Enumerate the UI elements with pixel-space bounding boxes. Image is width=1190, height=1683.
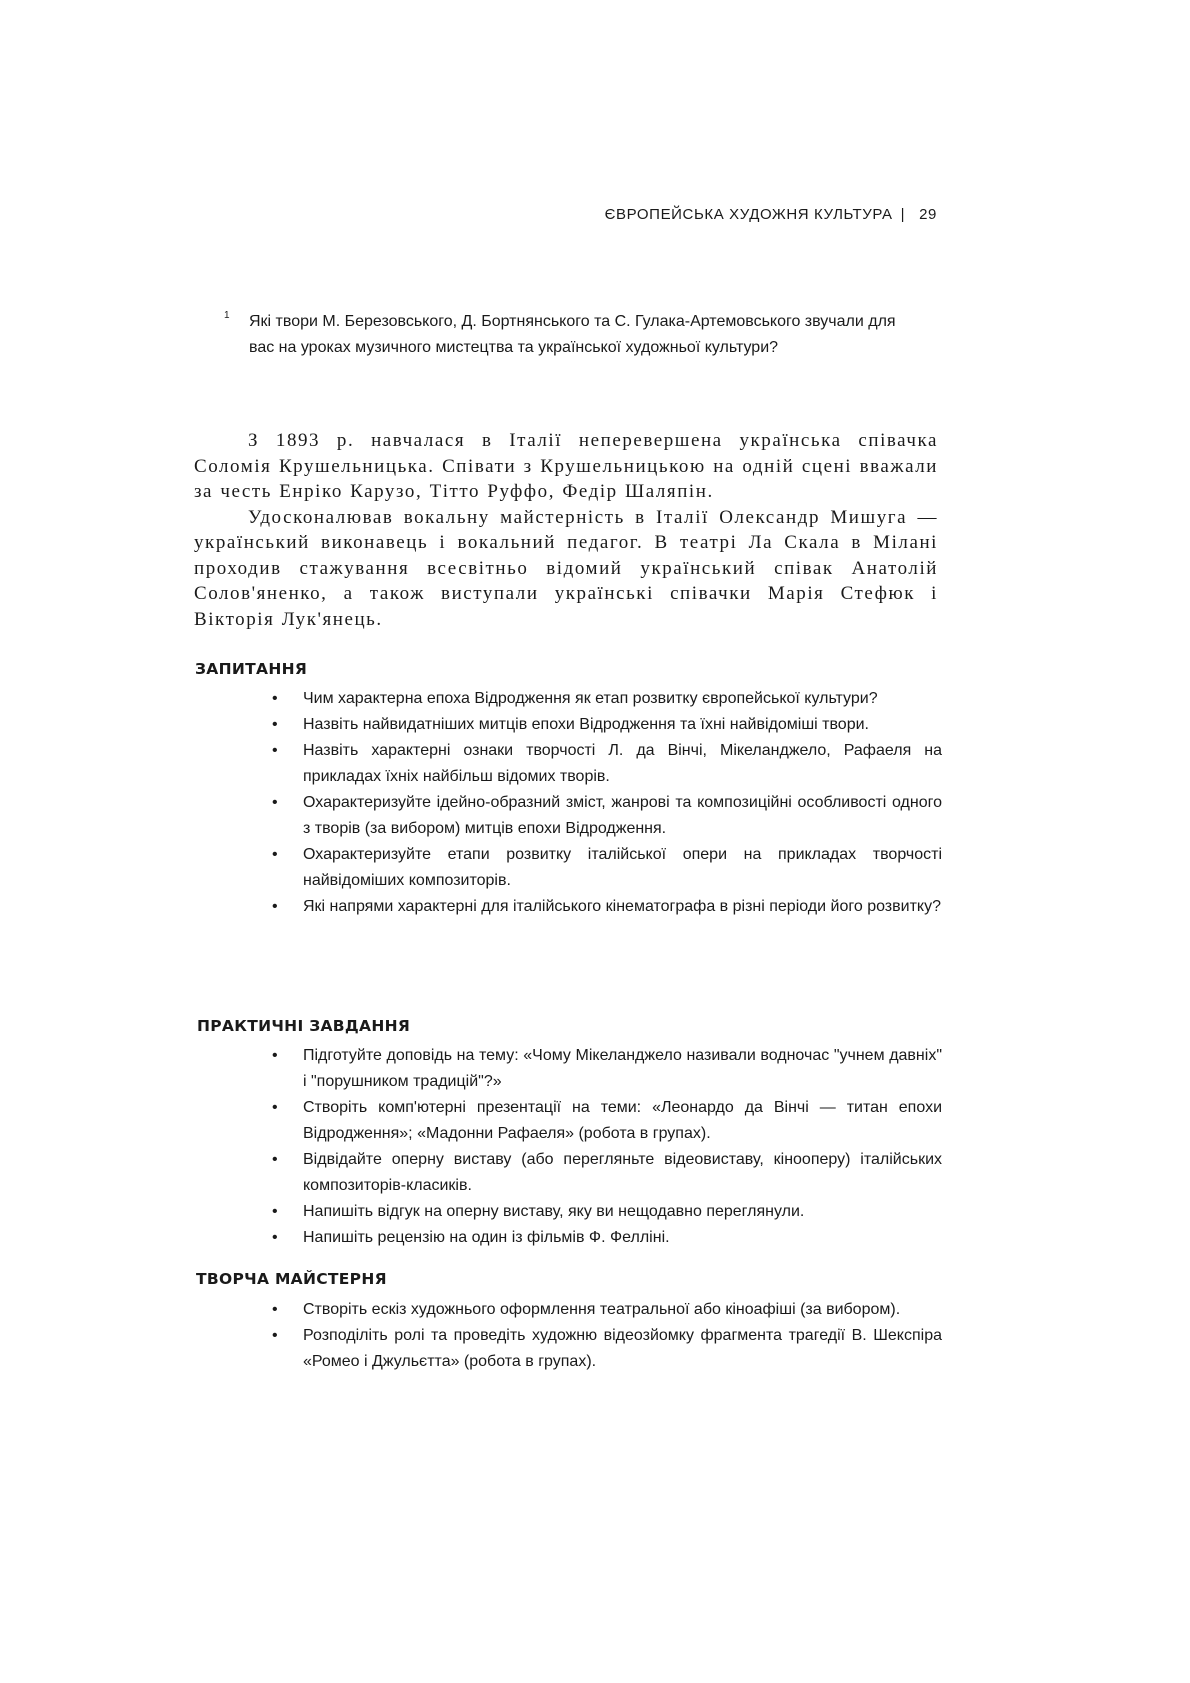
section-title-questions: ЗАПИТАННЯ: [195, 660, 308, 678]
list-item-text: Створіть комп'ютерні презентації на теми: «Леонардо да Вінчі — титан епохи Відродження»; «Мадонни Рафаеля» (робота в групах).: [303, 1099, 942, 1142]
list-item-text: Охарактеризуйте ідейно-образний зміст, жанрові та композиційні особливості одного з творів (за вибором) митців епохи Відродження.: [303, 794, 942, 837]
list-item-text: Напишіть рецензію на один із фільмів Ф. Фелліні.: [303, 1229, 670, 1246]
paragraph: З 1893 р. навчалася в Італії неперевершена українська співачка Соломія Крушельницька. Співати з Крушельницькою на одній сцені вважали за честь Енріко Карузо, Тітто Руффо, Федір Шаляпін.: [194, 430, 938, 502]
footnote-mark: 1: [224, 310, 230, 321]
list-item-text: Створіть ескіз художнього оформлення театральної або кіноафіші (за вибором).: [303, 1301, 901, 1318]
list-item-text: Назвіть найвидатніших митців епохи Відродження та їхні найвідоміші твори.: [303, 716, 869, 733]
bullet: •: [272, 716, 278, 733]
questions-list: [272, 686, 942, 920]
list-item: [272, 1199, 942, 1225]
running-header: [605, 206, 937, 223]
list-item: [272, 1297, 942, 1323]
bullet: •: [272, 742, 278, 759]
section-title-practical: ПРАКТИЧНІ ЗАВДАННЯ: [197, 1017, 411, 1035]
body-text: [194, 428, 938, 632]
list-item: [272, 1225, 942, 1251]
list-item-text: Охарактеризуйте етапи розвитку італійської опери на прикладах творчості найвідоміших композиторів.: [303, 846, 942, 889]
bullet: •: [272, 1229, 278, 1246]
list-item: [272, 1043, 942, 1095]
list-item-text: Підготуйте доповідь на тему: «Чому Мікеланджело називали водночас "учнем давніх" і "порушником традицій"?»: [303, 1047, 942, 1090]
list-item-text: Чим характерна епоха Відродження як етап розвитку європейської культури?: [303, 690, 878, 707]
list-item: [272, 1147, 942, 1199]
bullet: •: [272, 1301, 278, 1318]
header-title: ЄВРОПЕЙСЬКА ХУДОЖНЯ КУЛЬТУРА: [604, 206, 893, 223]
bullet: •: [272, 1099, 278, 1116]
list-item: [272, 1323, 942, 1375]
bullet: •: [272, 1047, 278, 1064]
list-item-text: Розподіліть ролі та проведіть художню відеозйомку фрагмента трагедії В. Шекспіра «Ромео і Джульєтта» (робота в групах).: [303, 1327, 942, 1370]
list-item: [272, 712, 942, 738]
bullet: •: [272, 1327, 278, 1344]
bullet: •: [272, 1203, 278, 1220]
footnote: [224, 309, 924, 361]
list-item-text: Напишіть відгук на оперну виставу, яку ви нещодавно переглянули.: [303, 1203, 805, 1220]
bullet: •: [272, 1151, 278, 1168]
bullet: •: [272, 690, 278, 707]
list-item: [272, 842, 942, 894]
paragraph: Удосконалював вокальну майстерність в Італії Олександр Мишуга — український виконавець і вокальний педагог. В театрі Ла Скала в Мілані проходив стажування всесвітньо відомий український співак Анатолій Солов'яненко, а також виступали українські співачки Марія Стефюк і Вікторія Лук'янець.: [194, 506, 938, 630]
list-item-text: Відвідайте оперну виставу (або перегляньте відеовиставу, кінооперу) італійських композиторів-класиків.: [303, 1151, 942, 1194]
list-item: [272, 738, 942, 790]
bullet: •: [272, 794, 278, 811]
list-item: [272, 1095, 942, 1147]
list-item: [272, 790, 942, 842]
header-separator: |: [900, 206, 906, 223]
list-item: [272, 894, 942, 920]
list-item: [272, 686, 942, 712]
section-title-creative: ТВОРЧА МАЙСТЕРНЯ: [196, 1270, 387, 1288]
bullet: •: [272, 898, 278, 915]
creative-list: [272, 1297, 942, 1375]
list-item-text: Які напрями характерні для італійського кінематографа в різні періоди його розвитку?: [303, 898, 941, 915]
page-number: 29: [919, 206, 937, 223]
bullet: •: [272, 846, 278, 863]
list-item-text: Назвіть характерні ознаки творчості Л. да Вінчі, Мікеланджело, Рафаеля на прикладах їхніх найбільш відомих творів.: [303, 742, 942, 785]
practical-list: [272, 1043, 942, 1251]
footnote-text: Які твори М. Березовського, Д. Бортнянського та С. Гулака-Артемовського звучали для вас на уроках музичного мистецтва та української художньої культури?: [249, 313, 896, 356]
